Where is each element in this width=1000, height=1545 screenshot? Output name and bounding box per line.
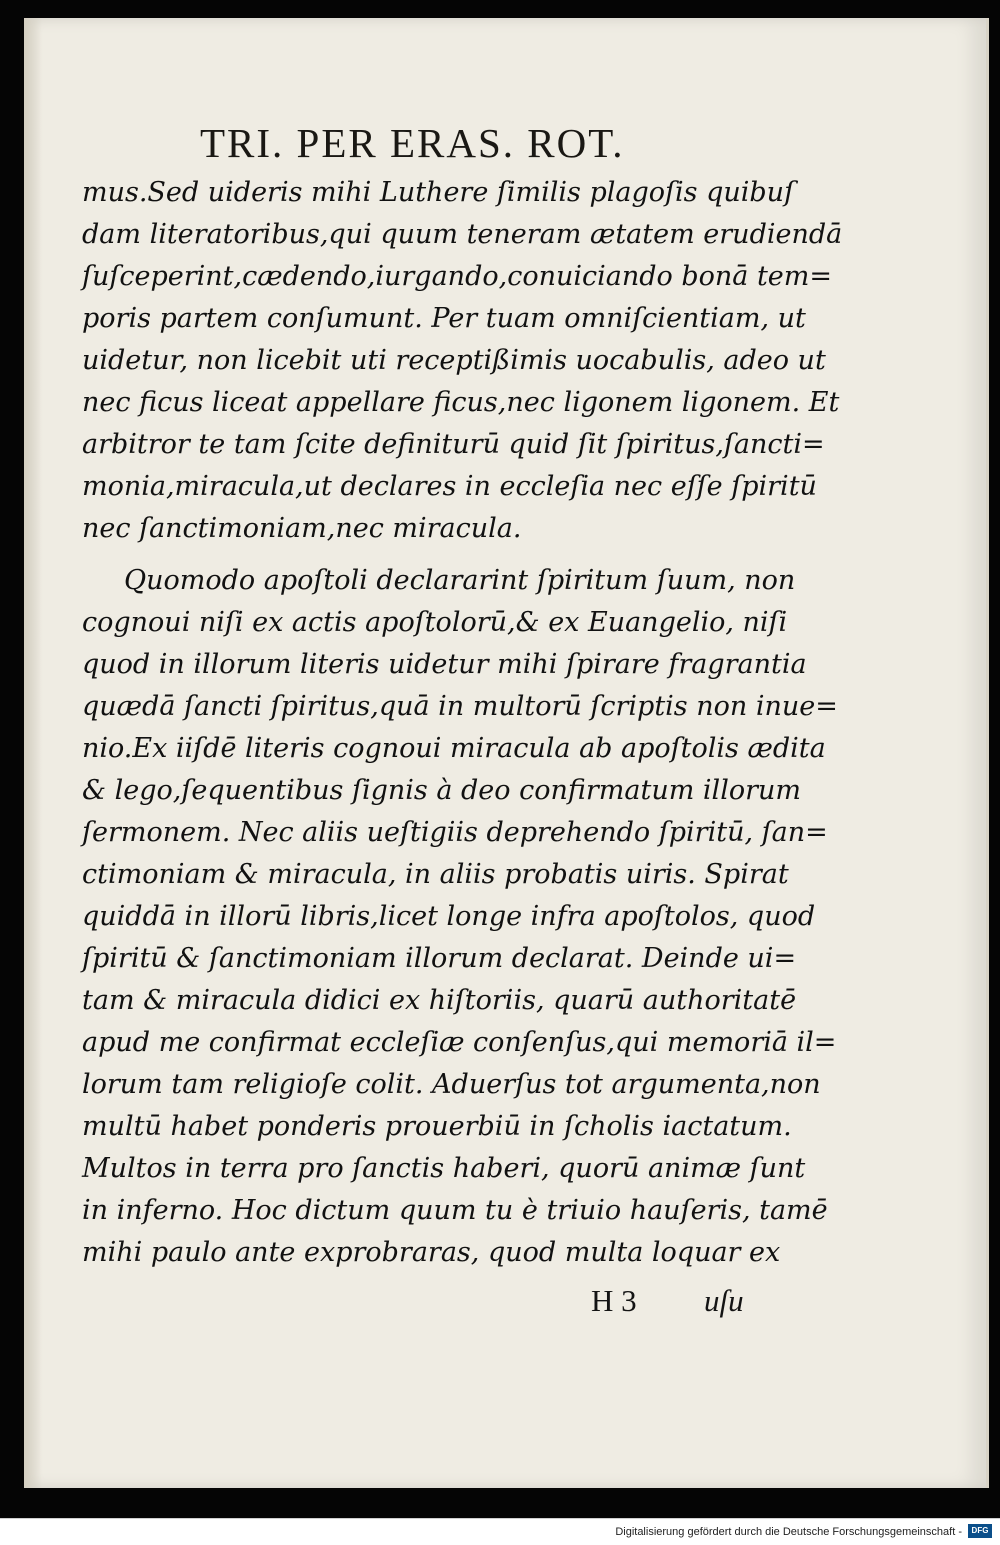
digitization-credit-bar bbox=[0, 1518, 1000, 1545]
paragraph-gap bbox=[82, 550, 772, 560]
text-line: poris partem conſumunt. Per tuam omniſcientiam, ut bbox=[82, 303, 806, 334]
text-line: dam literatoribus,qui quum teneram ætatem erudiendā bbox=[82, 219, 843, 250]
text-line: arbitror te tam ſcite definiturū quid ſit ſpiritus,ſancti= bbox=[82, 429, 825, 460]
text-line: nec ſanctimoniam,nec miracula. bbox=[82, 513, 522, 544]
text-line: nec ficus liceat appellare ficus,nec ligonem ligonem. Et bbox=[82, 387, 840, 418]
text-line: mus.Sed uideris mihi Luthere ſimilis plagoſis quibuſ bbox=[82, 177, 795, 208]
text-line: Multos in terra pro ſanctis haberi, quorū animæ ſunt bbox=[82, 1153, 806, 1184]
text-line: multū habet ponderis prouerbiū in ſcholis iactatum. bbox=[82, 1111, 792, 1142]
text-line: tam & miracula didici ex hiſtoriis, quarū authoritatē bbox=[82, 985, 797, 1016]
text-line: cognoui niſi ex actis apoſtolorū,& ex Euangelio, niſi bbox=[82, 607, 788, 638]
text-line: & lego,ſequentibus ſignis à deo confirmatum illorum bbox=[82, 775, 801, 806]
text-line: monia,miracula,ut declares in eccleſia nec eſſe ſpiritū bbox=[82, 471, 817, 502]
running-head: TRI. PER ERAS. ROT. bbox=[200, 120, 625, 166]
text-block bbox=[82, 172, 843, 1274]
signature-mark: H 3 bbox=[591, 1283, 637, 1318]
page-footer bbox=[564, 1276, 784, 1326]
text-line: quod in illorum literis uidetur mihi ſpirare fragrantia bbox=[82, 649, 807, 680]
book-page bbox=[24, 18, 989, 1488]
text-line: Quomodo apoſtoli declararint ſpiritum ſuum, non bbox=[124, 565, 796, 596]
text-line: lorum tam religioſe colit. Aduerſus tot argumenta,non bbox=[82, 1069, 821, 1100]
text-line: in inferno. Hoc dictum quum tu è triuio hauſeris, tamē bbox=[82, 1195, 828, 1226]
text-line: ſuſceperint,cædendo,iurgando,conuiciando bonā tem= bbox=[82, 261, 833, 292]
catchword: uſu bbox=[704, 1283, 744, 1318]
text-line: quiddā in illorū libris,licet longe infra apoſtolos, quod bbox=[82, 901, 816, 932]
text-line: uidetur, non licebit uti receptißimis uocabulis, adeo ut bbox=[82, 345, 826, 376]
text-line: mihi paulo ante exprobraras, quod multa loquar ex bbox=[82, 1237, 781, 1268]
digitization-credit-text: Digitalisierung gefördert durch die Deutsche Forschungsgemeinschaft - bbox=[615, 1526, 962, 1538]
text-line: apud me confirmat eccleſiæ conſenſus,qui memoriā il= bbox=[82, 1027, 837, 1058]
text-line: ctimoniam & miracula, in aliis probatis uiris. Spirat bbox=[82, 859, 789, 890]
text-line: quædā ſancti ſpiritus,quā in multorū ſcriptis non inue= bbox=[82, 691, 838, 722]
dfg-logo-icon: DFG bbox=[968, 1524, 992, 1538]
text-line: ſpiritū & ſanctimoniam illorum declarat. Deinde ui= bbox=[82, 943, 797, 974]
text-line: ſermonem. Nec aliis ueſtigiis deprehendo ſpiritū, ſan= bbox=[82, 817, 828, 848]
text-line: nio.Ex iiſdē literis cognoui miracula ab apoſtolis ædita bbox=[82, 733, 826, 764]
